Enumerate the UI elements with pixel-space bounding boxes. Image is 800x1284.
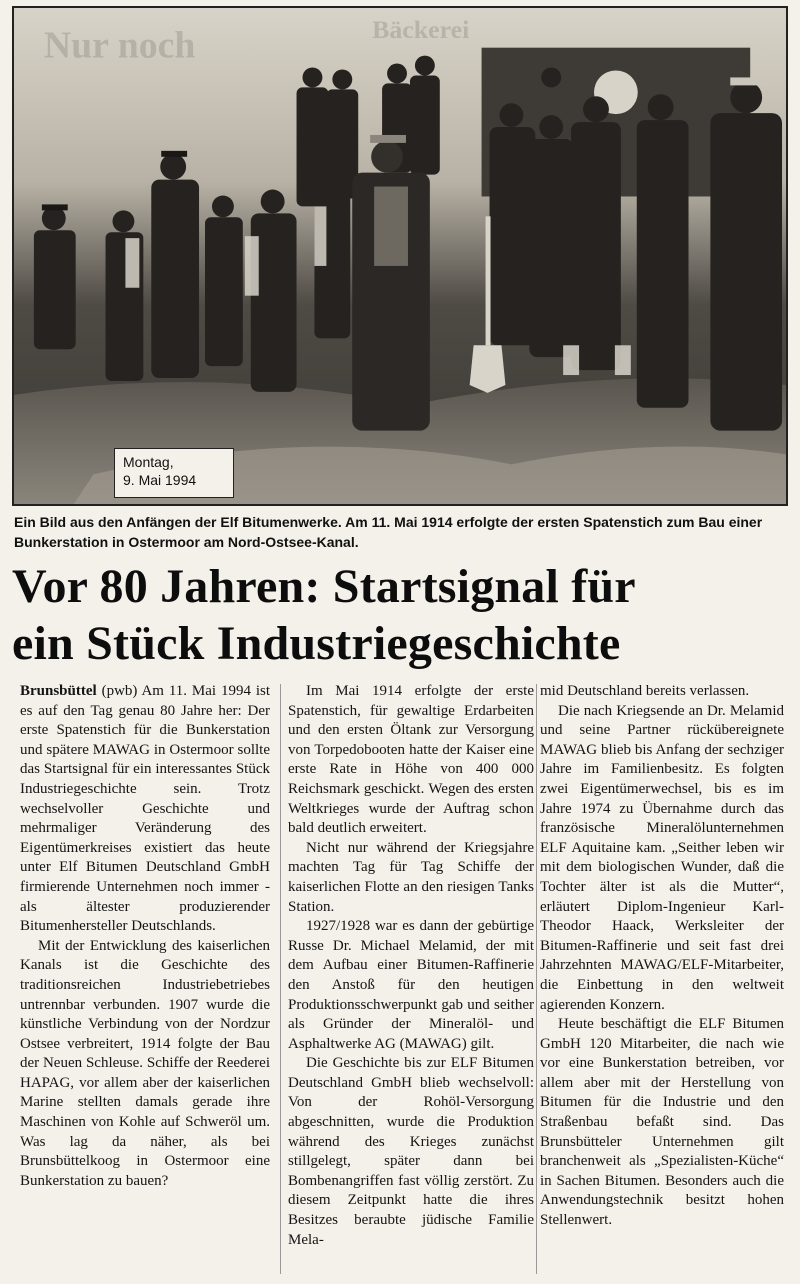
- article-paragraph: Die nach Kriegsende an Dr. Melamid und seine Partner rückübereignete MAWAG blieb bis Anfang der sechziger Jahre im Familienbesitz. Es folgten zwei Eigentümerwechsel, bis es im Jahre 1974 zu Übernahme durch das französische Mineralölunternehmen ELF Aquitaine kam. „Seither leben wir mit dem biologischen Wunder, daß die Tochter älter ist als die Mutter“, erläutert Diplom-Ingenieur Karl-Theodor Haack, Werksleiter der Bitumen-Raffinerie und seit fast drei Jahrzehnten MAWAG/ELF-Mitarbeiter, die Einbettung in den weltweit agierenden Konzern.: [540, 702, 784, 1013]
- headline-line-1: Vor 80 Jahren: Startsignal für: [12, 560, 636, 613]
- article-paragraph: Die Geschichte bis zur ELF Bitumen Deutschland GmbH blieb wechselvoll: Von der Rohöl-Versorgung abgeschnitten, wurde die Produktion während des Krieges zunächst stillgelegt, später dann bei Bombenangriffen fast völlig zerstört. Zu diesem Zeitpunkt hatte die ihres Besitzes beraubte jüdische Familie Mela-: [288, 1055, 534, 1248]
- article-paragraph: [20, 682, 270, 937]
- svg-text:Nur noch: Nur noch: [43, 24, 196, 67]
- svg-text:Bäckerei: Bäckerei: [372, 14, 470, 44]
- photo-caption: Ein Bild aus den Anfängen der Elf Bitumenwerke. Am 11. Mai 1914 erfolgte der ersten Spatenstich zum Bau einer Bunkerstation in Ostermoor am Nord-Ostsee-Kanal.: [14, 514, 763, 550]
- date-value: 9. Mai 1994: [123, 472, 197, 488]
- article-column-3: [540, 682, 784, 1231]
- article-paragraph: mid Deutschland bereits verlassen.: [540, 683, 750, 699]
- historic-photo: [12, 6, 788, 506]
- article-body: [12, 682, 790, 1278]
- dateline: Brunsbüttel: [20, 683, 97, 699]
- workers-group-photo: [14, 8, 786, 504]
- article-paragraph: Mit der Entwicklung des kaiserlichen Kanals ist die Geschichte des traditionsreichen Industriebetriebes untrennbar verbunden. 1907 wurde die künstliche Verbindung von der Nordzur Ostsee verbreitert, 1914 folgte der Bau der Neuen Schleuse. Schiffe der Reederei HAPAG, vor allem aber der kaiserlichen Marine stellten damals gerade ihre Maschinen von Kohle auf Schweröl um. Was lag da näher, als bei Brunsbüttelkoog in Ostermoor eine Bunkerstation zu bauen?: [20, 937, 270, 1189]
- column-divider: [536, 684, 537, 1274]
- column-divider: [280, 684, 281, 1274]
- article-paragraph: Nicht nur während der Kriegsjahre machten Tag für Tag Schiffe der kaiserlichen Flotte an den riesigen Tanks Station.: [288, 839, 534, 915]
- article-headline: [12, 558, 792, 672]
- article-column-1: [20, 682, 270, 1191]
- article-paragraph: Im Mai 1914 erfolgte der erste Spatenstich, für gewaltige Erdarbeiten und den ersten Öltank zur Versorgung von Torpedobooten hatte der Kaiser eine erste Rate in Höhe von 400 000 Reichsmark geschickt. Wegen des ersten Weltkrieges wurde der Auftrag schon bald deutlich erweitert.: [288, 683, 534, 837]
- date-weekday: Montag,: [123, 454, 174, 470]
- date-stamp: [114, 448, 234, 498]
- article-column-2: [288, 682, 534, 1250]
- article-paragraph: 1927/1928 war es dann der gebürtige Russe Dr. Michael Melamid, der mit dem Aufbau einer Bitumen-Raffinerie den Anstoß für den heutigen Produktionsschwerpunkt gab und seither als Gründer der Mineralöl- und Asphaltwerke AG (MAWAG) gilt.: [288, 918, 534, 1052]
- article-paragraph: Heute beschäftigt die ELF Bitumen GmbH 120 Mitarbeiter, die nach wie vor eine Bunkerstation betreiben, vor allem aber mit der Herstellung von Bitumen für die Industrie und den Straßenbau befaßt sind. Das Brunsbütteler Unternehmen gilt branchenweit als „Spezialisten-Küche“ in Sachen Bitumen. Besonders auch die Anwendungstechnik besitzt hohen Stellenwert.: [540, 1016, 784, 1229]
- paragraph-text: (pwb) Am 11. Mai 1994 ist es auf den Tag genau 80 Jahre her: Der erste Spatenstich für die Bunkerstation und spätere MAWAG in Ostermoor sollte das Startsignal für ein interessantes Stück Industriegeschichte sein. Trotz wechselvoller Geschichte und mehrmaliger Veränderung des Eigentümerkreises existiert das heute unter Elf Bitumen Deutschland GmbH firmierende Unternehmen noch immer - als ältester produzierender Bitumenhersteller Deutschlands.: [20, 683, 270, 935]
- headline-line-2: ein Stück Industriegeschichte: [12, 617, 621, 670]
